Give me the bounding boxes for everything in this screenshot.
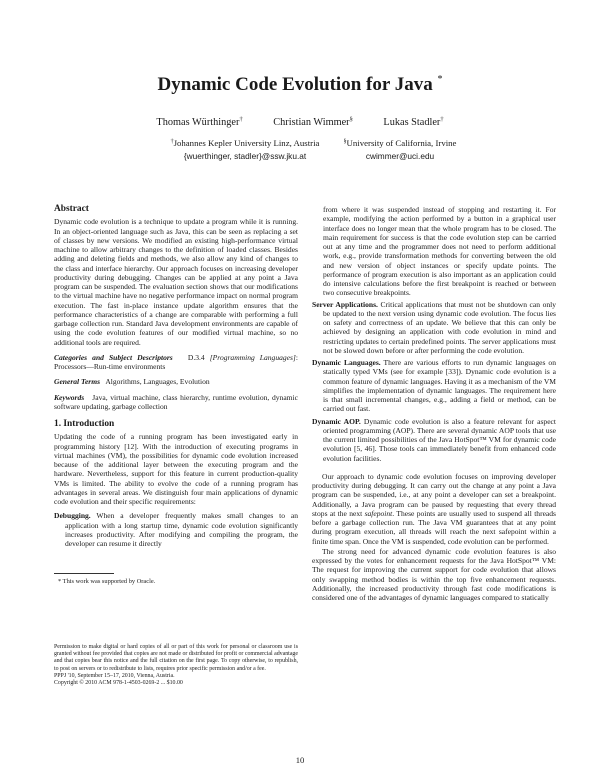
paper-title: Dynamic Code Evolution for Java * — [157, 74, 443, 95]
server-applications-item: Server Applications. Critical applications that must not be shutdown can only be updated to the next version using dynamic code evolution. The focus lies on safety and correctness of an update. We believe that this can only be achieved by designing an application with code evolution in mind and restricting updates to certain predefined points. The server applications must not be slowed down before or after performing the code evolution. — [312, 299, 556, 355]
footnote-rule — [54, 573, 114, 574]
left-column — [54, 205, 298, 548]
introduction-heading: 1. Introduction — [54, 419, 115, 429]
support-footnote: * This work was supported by Oracle. — [58, 578, 156, 585]
general-terms: General Terms Algorithms, Languages, Evolution — [54, 377, 210, 387]
email-linz: {wuerthinger, stadler}@ssw.jku.at — [183, 151, 307, 161]
approach-paragraph: Our approach to dynamic code evolution focuses on improving developer productivity during debugging. It can carry out the change at any point a Java program can be suspended, i.e., at any point a developer can set a breakpoint. Additionally, a Java program can be paused by requesting that every thread stops at the next safepoint. These points are usually used to suspend all threads before a garbage collection run. The Java VM guarantees that at any point during program execution, all threads will reach the next safepoint within a finite time span. Once the VM is suspended, code evolution can be performed. — [312, 471, 556, 546]
dynamic-languages-item: Dynamic Languages. There are various efforts to run dynamic languages on statically typed VMs (see for example [33]). Dynamic code evolution is a common feature of dynamic languages. Having it as a mechanism of the VM simplifies the implementation of dynamic languages. The requirement here is that small incremental changes, e.g., adding a field or method, can be carried out fast. — [312, 358, 556, 414]
dynamic-aop-item: Dynamic AOP. Dynamic code evolution is also a feature relevant for aspect oriented programming (AOP). There are several dynamic AOP tools that use the current limited possibilities of the Java HotSpot™ VM for dynamic code evolution [5, 46]. Those tools can immediately benefit from enhanced code evolution facilities. — [312, 416, 557, 463]
debugging-item: Debugging. When a developer frequently makes small changes to an application with a long startup time, dynamic code evolution significantly increases productivity. After modifying and compiling the program, the developer can resume it directly — [54, 511, 298, 548]
author-1: Thomas Würthinger† — [156, 116, 243, 128]
abstract-text: Dynamic code evolution is a technique to update a program while it is running. In an object-oriented language such as Java, this can be seen as replacing a set of classes by new versions. We modified an existing high-performance virtual machine to allow arbitrary changes to the definition of loaded classes. Besides adding and deleting fields and methods, we also allow any kind of changes to the class and interface hierarchy. Our approach focuses on increasing developer productivity during debugging. Changes can be applied at any point a Java program can be suspended. The evaluation section shows that our modifications to the virtual machine have no negative performance impact on normal program execution. The fast in-place instance update algorithm ensures that the performance characteristics of a change are comparable with performing a full garbage collection run. Standard Java development environments are capable of using the code evolution features of our modified virtual machine, so no additional tools are required. — [54, 217, 298, 347]
permission-notice: Permission to make digital or hard copies of all or part of this work for personal or classroom use is granted without fee provided that copies are not made or distributed for profit or commercial advantage and that copies bear this notice and the full citation on the first page. To copy otherwise, to republish, to post on servers or to redistribute to lists, requires prior specific permission and/or a fee. PPPJ '10, September 15–17, 2010, Vienna, Austria. Copyright © 2010 ACM 978-1-4503-0269-2 ... $10.00 — [54, 644, 298, 687]
right-column — [312, 205, 556, 602]
affiliation-linz: †Johannes Kepler University Linz, Austria {wuerthinger, stadler}@ssw.jku.at — [152, 136, 338, 163]
author-list — [0, 116, 600, 128]
debugging-continuation: from where it was suspended instead of stopping and restarting it. For example, modifying the action performed by a button in a graphical user interface does no longer mean that the whole program has to be closed. The main requirement for success is that the code evolution step can be carried out at any time and the programmer does not need to perform additional work, e.g., provide transformation methods for converting between the old and new version of object instances or specify update points. The performance of program execution is also important as an application could do intensive calculations before the first breakpoint is reached or between two consecutive breakpoints. — [323, 205, 556, 298]
venue-line: PPPJ '10, September 15–17, 2010, Vienna, Austria. — [54, 672, 175, 679]
intro-paragraph: Updating the code of a running program has been investigated early in programming history [12]. With the introduction of executing programs in virtual machines (VM), the possibilities for dynamic code evolution increased because of the additional layer between the executing program and the hardware. Nevertheless, support for this feature in current production-quality VMs is limited. The ability to evolve the code of a running program has advantages in several areas. We distinguish four main applications of dynamic code evolution and their specific requirements: — [54, 432, 298, 506]
abstract-heading: Abstract — [54, 204, 89, 214]
title-footnote-mark: * — [437, 74, 443, 85]
email-irvine: cwimmer@uci.edu — [365, 151, 435, 161]
affiliation-irvine: §University of California, Irvine cwimmer@uci.edu — [330, 136, 470, 163]
author-2: Christian Wimmer§ — [273, 116, 353, 128]
strong-need-paragraph: The strong need for advanced dynamic code evolution features is also expressed by the votes for enhancement requests for the Java HotSpot™ VM: The request for improving the current support for code evolution that allows only swapping method bodies is within the top five enhancement requests. Additionally, the increased productivity through fast code modifications is considered one of the advantages of dynamic languages compared to statically — [312, 546, 556, 602]
keywords: Keywords Java, virtual machine, class hierarchy, runtime evolution, dynamic software updating, garbage collection — [54, 392, 298, 411]
copyright-line: Copyright © 2010 ACM 978-1-4503-0269-2 ... $10.00 — [54, 680, 183, 687]
author-3: Lukas Stadler† — [383, 116, 444, 128]
categories-descriptors: Categories and Subject Descriptors D.3.4 [Programming Languages]: Processors—Run-time environments — [54, 352, 298, 371]
page-number: 10 — [295, 755, 305, 765]
